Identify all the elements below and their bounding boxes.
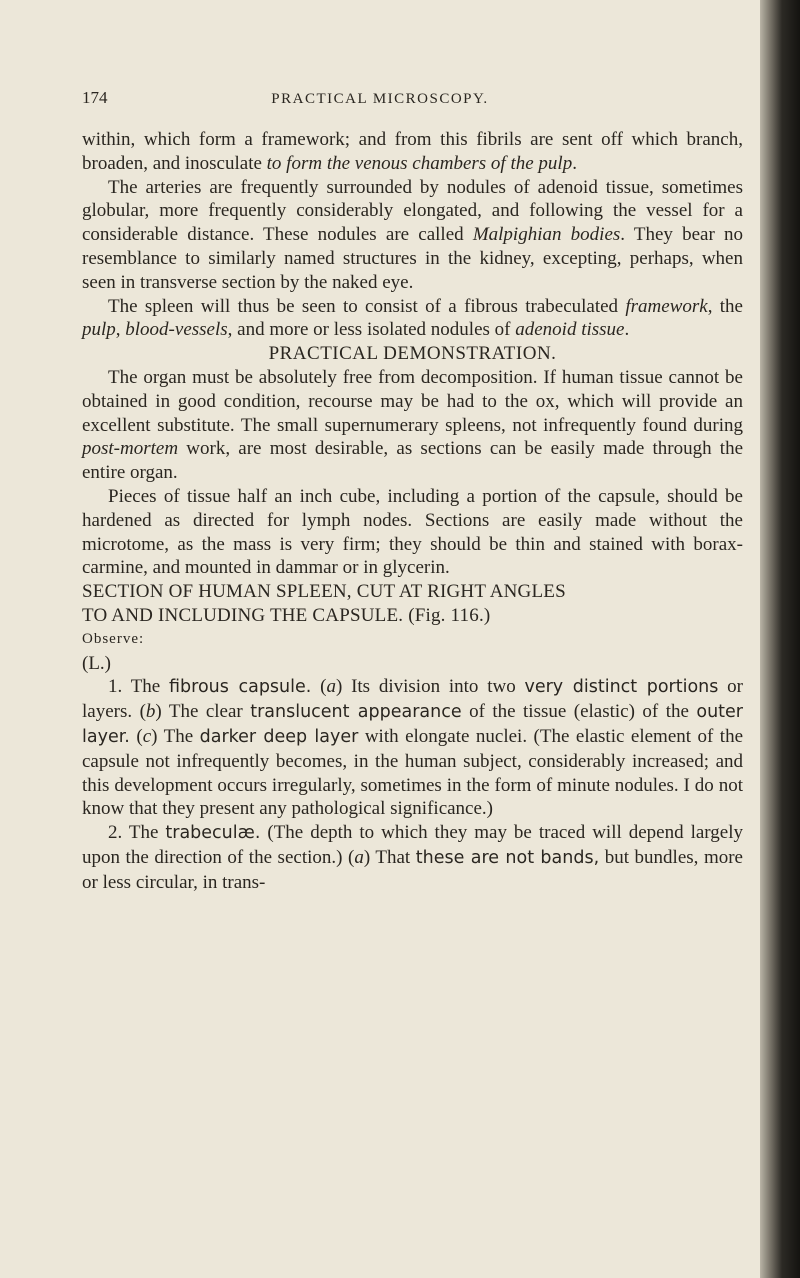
running-title: PRACTICAL MICROSCOPY. <box>271 91 489 107</box>
page-body <box>82 128 743 895</box>
paragraph-pieces: Pieces of tissue half an inch cube, including a portion of the capsule, should be hardened as directed for lymph nodes. Sections are easily made without the microtome, as the mass is very firm; they should be thin and stained with borax-carmine, and mounted in dammar or in glycerin. <box>82 485 743 579</box>
item-fibrous-capsule: 1. The fibrous capsule. (a) Its division into two very distinct portions or layers. (b) The clear translucent appearance of the tissue (elastic) of the outer layer. (c) The darker deep layer with elongate nuclei. (The elastic element of the capsule not infrequently becomes, in the human subject, considerably increased; and this development occurs irregularly, sometimes in the form of minute nodules. I do not know that they present any pathological significance.) <box>82 676 744 820</box>
page-number: 174 <box>82 88 108 107</box>
section-label: (L.) <box>82 652 112 674</box>
heading-section-spleen: SECTION OF HUMAN SPLEEN, CUT AT RIGHT ANGLES TO AND INCLUDING THE CAPSULE. (Fig. 116.) <box>82 581 566 626</box>
observe-label: Observe: <box>82 630 145 647</box>
book-spine-edge <box>760 0 800 1278</box>
paragraph-spleen-summary: The spleen will thus be seen to consist of a fibrous trabeculated framework, the pulp, blood-vessels, and more or less isolated nodules of adenoid tissue. <box>82 295 743 341</box>
heading-practical-demonstration: PRACTICAL DEMONSTRATION. <box>268 343 557 365</box>
paragraph-framework: within, which form a framework; and from this fibrils are sent off which branch, broaden, and inosculate to form the venous chambers of the pulp. <box>82 129 743 174</box>
page-header <box>0 88 760 112</box>
item-trabeculae: 2. The trabeculæ. (The depth to which they may be traced will depend largely upon the direction of the section.) (a) That these are not bands, but bundles, more or less circular, in trans- <box>82 822 743 893</box>
paragraph-malpighian: The arteries are frequently surrounded by nodules of adenoid tissue, sometimes globular, more frequently considerably elongated, and following the vessel for a considerable distance. These nodules are called Malpighian bodies. They bear no resemblance to similarly named structures in the kidney, excepting, perhaps, when seen in transverse section by the naked eye. <box>82 176 743 293</box>
paragraph-organ: The organ must be absolutely free from decomposition. If human tissue cannot be obtained in good condition, recourse may be had to the ox, which will provide an excellent substitute. The small supernumerary spleens, not infrequently found during post-mortem work, are most desirable, as sections can be easily made through the entire organ. <box>82 366 743 484</box>
